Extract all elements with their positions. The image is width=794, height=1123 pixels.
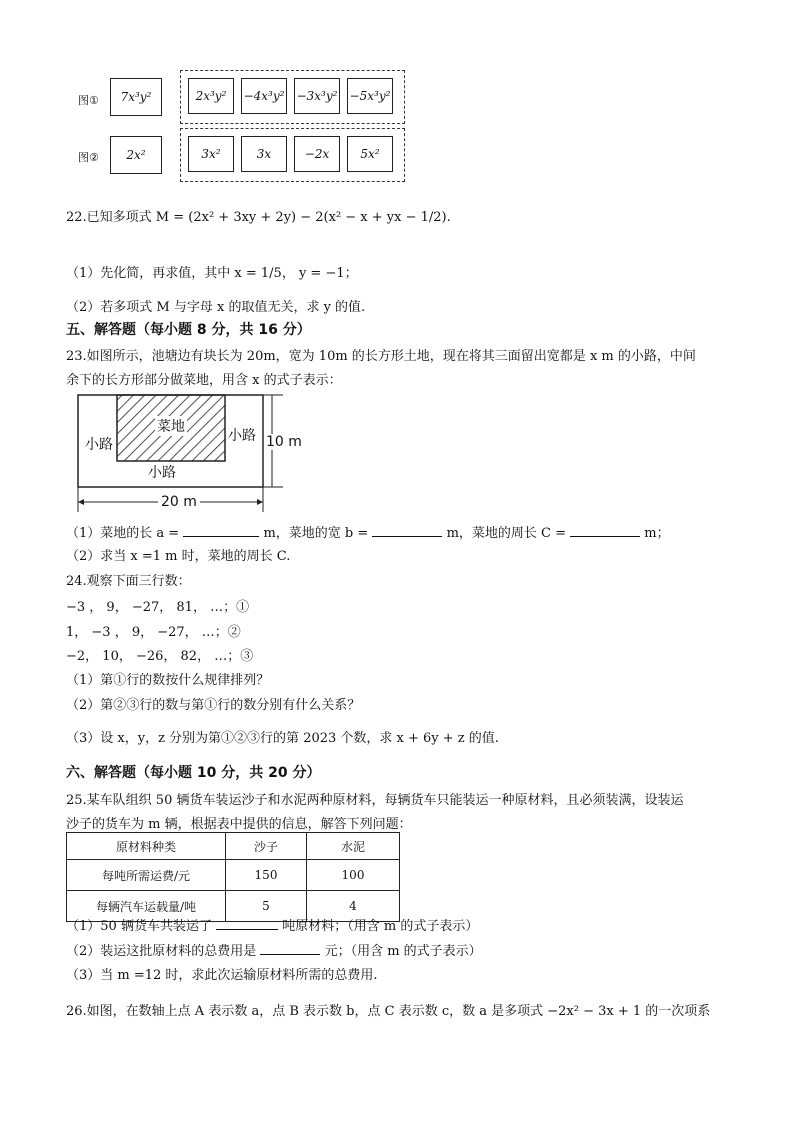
table-cell: 100 <box>307 860 400 891</box>
section-6-heading: 六、解答题（每小题 10 分，共 20 分） <box>66 765 321 781</box>
materials-table <box>66 832 400 922</box>
q22-stem: 22.已知多项式 M = (2x² + 3xy + 2y) − 2(x² − x + yx − 1/2). <box>66 210 451 225</box>
table-cell: 每辆汽车运载量/吨 <box>67 891 226 922</box>
q26-line1: 26.如图，在数轴上点 A 表示数 a，点 B 表示数 b，点 C 表示数 c，数 a 是多项式 −2x² − 3x + 1 的一次项系 <box>66 1004 711 1019</box>
table-header-cell: 水泥 <box>307 833 400 860</box>
q25-part1: （1）50 辆货车共装运了 吨原材料；（用含 m 的式子表示） <box>66 919 479 934</box>
answer-blank-perimeter[interactable] <box>570 524 640 537</box>
q23-part1: （1）菜地的长 a = m，菜地的宽 b = m，菜地的周长 C = m； <box>66 526 670 541</box>
q24-part2: （2）第②③行的数与第①行的数分别有什么关系？ <box>66 698 361 713</box>
figure-2-main-term: 2x² <box>110 136 162 174</box>
table-header-cell: 沙子 <box>226 833 307 860</box>
q22-part2: （2）若多项式 M 与字母 x 的取值无关，求 y 的值. <box>66 300 366 315</box>
answer-blank-width[interactable] <box>372 524 442 537</box>
q23-line1: 23.如图所示，池塘边有块长为 20m，宽为 10m 的长方形土地，现在将其三面留出宽都是 x m 的小路，中间 <box>66 349 696 364</box>
q24-row1: −3 ， 9， −27， 81， …；① <box>66 600 250 615</box>
q25-line2: 沙子的货车为 m 辆，根据表中提供的信息，解答下列问题： <box>66 817 412 832</box>
figure-1-option-2: −4x³y² <box>241 78 287 114</box>
figure-2-option-4: 5x² <box>347 136 393 172</box>
figure-1-option-4: −5x³y² <box>347 78 393 114</box>
path-left-label: 小路 <box>85 437 113 453</box>
answer-blank-tons[interactable] <box>216 917 278 930</box>
table-header-row <box>67 833 400 860</box>
section-5-heading: 五、解答题（每小题 8 分，共 16 分） <box>66 322 311 338</box>
q23-line2: 余下的长方形部分做菜地，用含 x 的式子表示： <box>66 373 342 388</box>
table-cell: 5 <box>226 891 307 922</box>
table-cell: 每吨所需运费/元 <box>67 860 226 891</box>
figure-1-label: 图① <box>78 94 99 107</box>
table-cell: 150 <box>226 860 307 891</box>
length-label: 20 m <box>158 494 200 510</box>
figure-2-option-1: 3x² <box>188 136 234 172</box>
width-label: 10 m <box>266 434 302 450</box>
q24-row3: −2， 10， −26， 82， …；③ <box>66 649 254 664</box>
q22-part1: （1）先化简，再求值，其中 x = 1/5， y = −1； <box>66 266 358 281</box>
figure-2-option-3: −2x <box>294 136 340 172</box>
q24-stem: 24.观察下面三行数： <box>66 574 191 589</box>
answer-blank-cost[interactable] <box>260 942 320 955</box>
answer-blank-length[interactable] <box>183 524 259 537</box>
figure-1-option-3: −3x³y² <box>294 78 340 114</box>
q25-part2: （2）装运这批原材料的总费用是 元；（用含 m 的式子表示） <box>66 944 482 959</box>
q25-line1: 25.某车队组织 50 辆货车装运沙子和水泥两种原材料，每辆货车只能装运一种原材料，且必须装满，设装运 <box>66 793 684 808</box>
q25-part3: （3）当 m =12 时，求此次运输原材料所需的总费用. <box>66 968 378 983</box>
figure-2-option-2: 3x <box>241 136 287 172</box>
figure-1-main-term: 7x³y² <box>110 78 162 116</box>
garden-label: 菜地 <box>155 416 187 436</box>
table-row <box>67 860 400 891</box>
q23-part2: （2）求当 x =1 m 时，菜地的周长 C. <box>66 549 291 564</box>
path-bottom-label: 小路 <box>148 465 176 481</box>
figure-1-option-1: 2x³y² <box>188 78 234 114</box>
table-cell: 4 <box>307 891 400 922</box>
q24-row2: 1， −3 ， 9， −27， …；② <box>66 625 241 640</box>
path-right-label: 小路 <box>228 428 256 444</box>
q24-part3: （3）设 x，y，z 分别为第①②③行的第 2023 个数，求 x + 6y + z 的值. <box>66 731 499 746</box>
table-header-cell: 原材料种类 <box>67 833 226 860</box>
q24-part1: （1）第①行的数按什么规律排列？ <box>66 673 270 688</box>
figure-2-label: 图② <box>78 151 99 164</box>
